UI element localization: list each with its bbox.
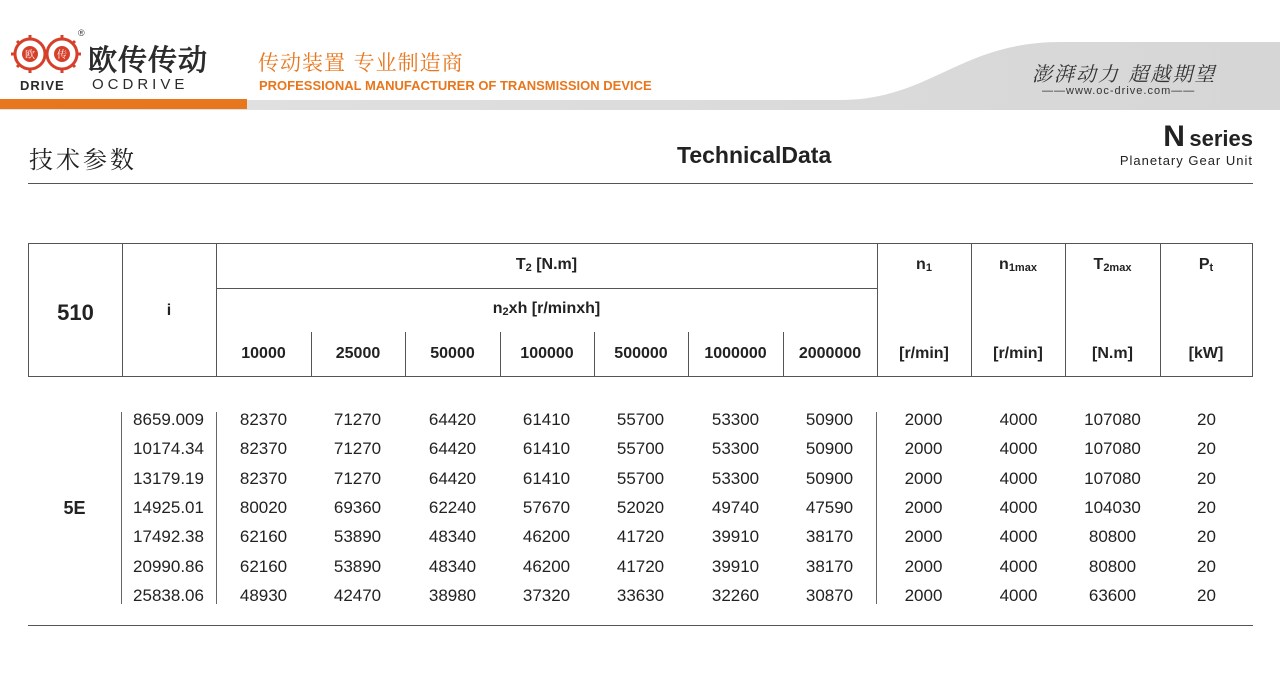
torque-cell: 38170 <box>805 527 854 547</box>
torque-cell: 49740 <box>711 497 760 517</box>
hours-header: 500000 <box>614 345 668 362</box>
torque-cell: 71270 <box>333 410 382 429</box>
n1max-header: $n_{1max}$ <box>999 256 1037 274</box>
hours-header: 100000 <box>520 345 574 362</box>
t2max-cell: 107080 <box>1084 439 1141 459</box>
torque-cell: 46200 <box>522 527 571 547</box>
t2max-unit: [N.m] <box>1092 345 1133 362</box>
n1max-cell: 4000 <box>999 439 1038 459</box>
n1max-cell: 4000 <box>999 585 1038 605</box>
torque-cell: 48340 <box>428 527 477 547</box>
group-label: 5E <box>63 498 86 518</box>
ratio-header: i <box>166 302 172 319</box>
motto: 澎湃动力 超越期望 <box>1032 62 1217 86</box>
torque-cell: 38980 <box>428 585 477 605</box>
n2-header: $n_2xh$ [r/minxh] <box>492 300 601 318</box>
n1-header: $n_1$ <box>916 256 932 274</box>
n1-cell: 2000 <box>904 497 943 517</box>
ratio-cell: 14925.01 <box>133 497 204 517</box>
torque-cell: 57670 <box>522 497 571 517</box>
t2max-header: $T_{2max}$ <box>1093 256 1132 274</box>
torque-cell: 42470 <box>333 585 382 605</box>
pt-cell: 20 <box>1197 527 1216 547</box>
pt-cell: 20 <box>1197 585 1216 605</box>
pt-cell: 20 <box>1197 468 1216 488</box>
torque-cell: 39910 <box>711 527 760 547</box>
series-subtitle: Planetary Gear Unit <box>1119 153 1253 168</box>
pt-cell: 20 <box>1197 410 1216 429</box>
ratio-cell: 17492.38 <box>133 527 204 547</box>
title-divider <box>28 183 1253 184</box>
t2max-cell: 107080 <box>1084 410 1141 429</box>
torque-cell: 33630 <box>616 585 665 605</box>
page-header <box>0 0 1280 112</box>
table-bottom-rule <box>28 625 1253 626</box>
n1-unit: [r/min] <box>899 345 949 362</box>
torque-cell: 82370 <box>239 468 288 488</box>
series-word: series <box>1189 126 1253 151</box>
hours-header: 10000 <box>241 345 286 362</box>
torque-cell: 48340 <box>428 556 477 576</box>
t2max-cell: 104030 <box>1084 497 1141 517</box>
website-url: ——www.oc-drive.com—— <box>1042 85 1196 97</box>
pt-unit: [kW] <box>1188 345 1224 362</box>
page-title-en: TechnicalData <box>677 142 832 168</box>
brand-drive: DRIVE <box>20 78 65 93</box>
torque-cell: 62160 <box>239 527 288 547</box>
ratio-cell: 8659.009 <box>133 410 204 429</box>
n1max-cell: 4000 <box>999 410 1038 429</box>
company-logo <box>8 28 208 98</box>
torque-cell: 53300 <box>711 439 760 459</box>
torque-cell: 71270 <box>333 439 382 459</box>
accent-bar <box>0 99 247 109</box>
torque-cell: 47590 <box>805 497 854 517</box>
torque-cell: 64420 <box>428 410 477 429</box>
size-header: 510 <box>57 300 94 325</box>
torque-cell: 53890 <box>333 556 382 576</box>
pt-cell: 20 <box>1197 556 1216 576</box>
torque-cell: 30870 <box>805 585 854 605</box>
series-letter: N <box>1163 120 1185 153</box>
t2max-cell: 107080 <box>1084 468 1141 488</box>
page-title-cn: 技术参数 <box>29 146 137 174</box>
pt-cell: 20 <box>1197 497 1216 517</box>
table-header <box>28 243 1253 377</box>
torque-cell: 32260 <box>711 585 760 605</box>
divider <box>216 288 877 289</box>
slogan-cn: 传动装置 专业制造商 <box>258 51 464 75</box>
n1max-cell: 4000 <box>999 497 1038 517</box>
torque-cell: 50900 <box>805 468 854 488</box>
n1-cell: 2000 <box>904 556 943 576</box>
torque-cell: 62240 <box>428 497 477 517</box>
torque-cell: 46200 <box>522 556 571 576</box>
ratio-cell: 25838.06 <box>133 585 204 605</box>
ratio-cell: 20990.86 <box>133 556 204 576</box>
pt-header: $P_t$ <box>1198 256 1214 274</box>
torque-cell: 41720 <box>616 527 665 547</box>
t2-header: $T_2$ [N.m] <box>515 256 578 274</box>
gear-logo-icon <box>10 34 84 74</box>
hours-header: 1000000 <box>704 345 767 362</box>
torque-cell: 61410 <box>522 468 571 488</box>
logo-mark-right: 传 <box>57 50 67 61</box>
n1-cell: 2000 <box>904 439 943 459</box>
torque-cell: 52020 <box>616 497 665 517</box>
torque-cell: 53300 <box>711 410 760 429</box>
torque-cell: 80020 <box>239 497 288 517</box>
slogan-en: PROFESSIONAL MANUFACTURER OF TRANSMISSION DEVICE <box>259 78 652 93</box>
torque-cell: 53890 <box>333 527 382 547</box>
ratio-cell: 10174.34 <box>133 439 204 459</box>
torque-cell: 82370 <box>239 439 288 459</box>
t2max-cell: 80800 <box>1088 527 1137 547</box>
torque-cell: 50900 <box>805 410 854 429</box>
torque-cell: 39910 <box>711 556 760 576</box>
torque-cell: 82370 <box>239 410 288 429</box>
t2max-cell: 80800 <box>1088 556 1137 576</box>
brand-name-en: OCDRIVE <box>92 76 189 93</box>
n1max-cell: 4000 <box>999 527 1038 547</box>
torque-cell: 55700 <box>616 439 665 459</box>
ratio-cell: 13179.19 <box>133 468 204 488</box>
n1max-cell: 4000 <box>999 468 1038 488</box>
hours-header: 2000000 <box>798 345 862 362</box>
n1-cell: 2000 <box>904 468 943 488</box>
registered-mark: ® <box>78 28 85 38</box>
n1max-cell: 4000 <box>999 556 1038 576</box>
torque-cell: 55700 <box>616 410 665 429</box>
torque-cell: 64420 <box>428 468 477 488</box>
torque-cell: 55700 <box>616 468 665 488</box>
torque-cell: 69360 <box>333 497 382 517</box>
torque-cell: 41720 <box>616 556 665 576</box>
t2max-cell: 63600 <box>1088 585 1137 605</box>
n1-cell: 2000 <box>904 527 943 547</box>
torque-cell: 62160 <box>239 556 288 576</box>
torque-cell: 64420 <box>428 439 477 459</box>
hours-header: 50000 <box>430 345 475 362</box>
n1-cell: 2000 <box>904 585 943 605</box>
hours-header: 25000 <box>335 345 381 362</box>
torque-cell: 71270 <box>333 468 382 488</box>
torque-cell: 50900 <box>805 439 854 459</box>
pt-cell: 20 <box>1197 439 1216 459</box>
torque-cell: 53300 <box>711 468 760 488</box>
torque-cell: 38170 <box>805 556 854 576</box>
torque-cell: 61410 <box>522 439 571 459</box>
n1-cell: 2000 <box>904 410 943 429</box>
n1max-unit: [r/min] <box>993 345 1043 362</box>
logo-mark-left: 欧 <box>25 50 35 61</box>
torque-cell: 61410 <box>522 410 571 429</box>
torque-cell: 48930 <box>239 585 288 605</box>
brand-name-cn: 欧传传动 <box>88 43 209 77</box>
torque-cell: 37320 <box>522 585 571 605</box>
series-title <box>1163 120 1253 154</box>
